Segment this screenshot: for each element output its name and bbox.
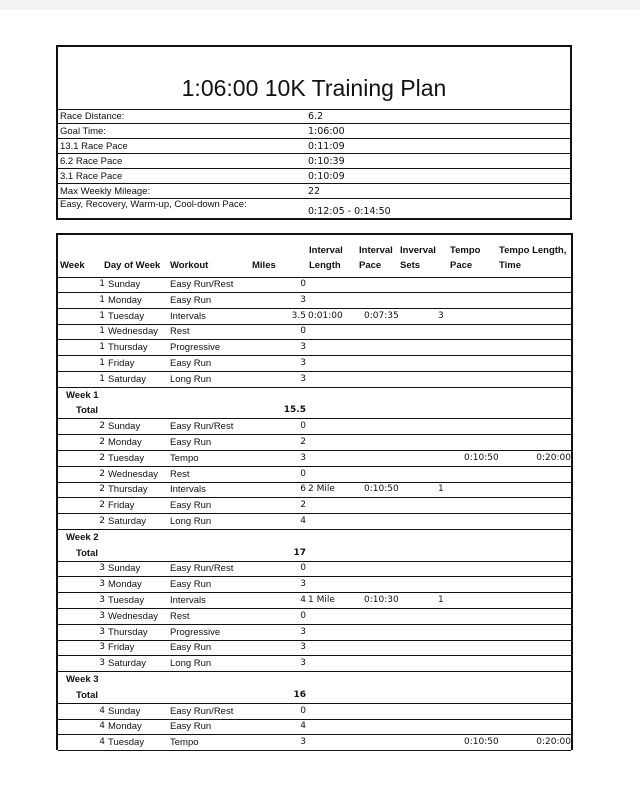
cell-workout: Tempo xyxy=(170,452,199,464)
cell-workout: Long Run xyxy=(170,373,212,385)
cell-workout: Rest xyxy=(170,468,190,480)
table-row xyxy=(58,467,571,483)
cell-week: 1 xyxy=(99,342,105,353)
cell-miles: 6 xyxy=(300,484,306,495)
page-title: 1:06:00 10K Training Plan xyxy=(181,75,447,101)
cell-week: 4 xyxy=(99,721,105,732)
table-row xyxy=(58,735,571,751)
cell-day: Monday xyxy=(108,294,142,306)
table-row xyxy=(58,309,571,325)
table-row xyxy=(58,372,571,388)
week-total-row xyxy=(58,688,571,704)
cell-week: 3 xyxy=(99,642,105,653)
cell-workout: Easy Run xyxy=(170,500,212,512)
cell-day: Tuesday xyxy=(108,737,145,749)
cell-miles: 0 xyxy=(300,279,306,289)
cell-tempo-pace: 0:10:50 xyxy=(464,452,499,463)
cell-day: Monday xyxy=(108,437,142,448)
cell-day: Sunday xyxy=(108,563,141,575)
info-label: 13.1 Race Pace xyxy=(60,141,128,152)
header-interval-length-2: Length xyxy=(309,260,341,271)
cell-workout: Progressive xyxy=(170,342,221,354)
cell-day: Tuesday xyxy=(108,310,145,322)
header-tempo-length-2: Time xyxy=(499,260,522,271)
info-label: Easy, Recovery, Warm-up, Cool-down Pace: xyxy=(60,199,247,210)
plan-header-box xyxy=(56,45,572,220)
info-row xyxy=(58,184,570,199)
cell-day: Friday xyxy=(108,642,135,654)
header-tempo-pace-2: Pace xyxy=(450,260,473,271)
cell-day: Wednesday xyxy=(108,468,158,480)
cell-day: Sunday xyxy=(108,421,141,433)
header-tempo-pace-1: Tempo xyxy=(450,245,481,256)
cell-miles: 0 xyxy=(300,563,306,574)
cell-day: Thursday xyxy=(108,626,148,638)
cell-miles: 3 xyxy=(300,626,306,637)
cell-week: 3 xyxy=(99,595,105,605)
table-row xyxy=(58,356,571,372)
info-label: Race Distance: xyxy=(60,111,125,122)
table-row xyxy=(58,482,571,498)
table-row xyxy=(58,704,571,720)
cell-week: 1 xyxy=(99,373,105,384)
cell-workout: Easy Run xyxy=(170,642,212,654)
header-workout: Workout xyxy=(170,260,209,271)
cell-day: Wednesday xyxy=(108,610,158,622)
cell-day: Thursday xyxy=(108,342,148,354)
cell-miles: 2 xyxy=(300,500,306,511)
total-miles: 15.5 xyxy=(283,405,306,416)
table-row xyxy=(58,514,571,530)
cell-day: Saturday xyxy=(108,658,147,670)
cell-miles: 0 xyxy=(300,326,306,337)
cell-workout: Progressive xyxy=(170,626,221,638)
cell-workout: Long Run xyxy=(170,658,212,670)
table-row xyxy=(58,719,571,735)
cell-interval-pace: 0:07:35 xyxy=(364,310,399,321)
cell-interval-sets: 1 xyxy=(438,484,444,495)
cell-miles: 4 xyxy=(300,721,306,732)
info-value: 22 xyxy=(308,186,321,197)
info-value: 0:11:09 xyxy=(308,141,345,152)
cell-week: 2 xyxy=(99,500,105,511)
header-interval-pace-1: Interval xyxy=(359,245,393,256)
cell-workout: Easy Run/Rest xyxy=(170,563,234,575)
cell-workout: Easy Run xyxy=(170,358,212,369)
cell-week: 1 xyxy=(99,358,105,368)
cell-tempo-length: 0:20:00 xyxy=(536,452,571,463)
cell-week: 1 xyxy=(99,310,105,321)
cell-workout: Tempo xyxy=(170,737,199,749)
cell-workout: Easy Run/Rest xyxy=(170,279,234,290)
week-label-row xyxy=(58,388,571,404)
cell-interval-length: 2 Mile xyxy=(308,484,335,495)
schedule-header xyxy=(58,235,571,278)
table-row xyxy=(58,324,571,340)
cell-miles: 4 xyxy=(300,595,306,605)
table-row xyxy=(58,656,571,672)
cell-day: Wednesday xyxy=(108,326,158,338)
total-miles: 17 xyxy=(293,547,306,558)
header-interval-sets-1: Inverval xyxy=(400,245,436,256)
table-row xyxy=(58,625,571,641)
cell-workout: Easy Run xyxy=(170,721,212,733)
table-row xyxy=(58,435,571,451)
schedule-table xyxy=(56,233,573,750)
cell-interval-length: 0:01:00 xyxy=(308,310,343,321)
cell-miles: 3 xyxy=(300,452,306,463)
info-label: Goal Time: xyxy=(60,126,106,137)
info-row xyxy=(58,139,570,154)
table-row xyxy=(58,609,571,625)
info-label: Max Weekly Mileage: xyxy=(60,186,151,197)
info-row xyxy=(58,154,570,169)
table-row xyxy=(58,561,571,577)
cell-workout: Long Run xyxy=(170,516,212,527)
header-week: Week xyxy=(60,260,85,271)
week-label: Week 2 xyxy=(66,531,99,543)
cell-week: 1 xyxy=(99,294,105,305)
total-label: Total xyxy=(76,405,98,417)
info-value: 0:10:09 xyxy=(308,171,345,182)
cell-tempo-length: 0:20:00 xyxy=(536,737,571,748)
cell-week: 4 xyxy=(99,737,105,748)
header-interval-sets-2: Sets xyxy=(400,260,421,271)
cell-workout: Intervals xyxy=(170,595,206,606)
cell-interval-pace: 0:10:30 xyxy=(364,595,399,605)
cell-workout: Rest xyxy=(170,610,190,622)
table-row xyxy=(58,277,571,293)
cell-week: 2 xyxy=(99,452,105,463)
cell-day: Sunday xyxy=(108,279,141,290)
cell-miles: 2 xyxy=(300,437,306,447)
info-label: 3.1 Race Pace xyxy=(60,171,123,182)
info-value: 0:10:39 xyxy=(308,156,345,167)
title-area xyxy=(58,47,570,110)
week-label-row xyxy=(58,672,571,688)
cell-miles: 3 xyxy=(300,658,306,669)
cell-week: 3 xyxy=(99,610,105,621)
viewer-top-bar xyxy=(0,0,640,10)
table-row xyxy=(58,451,571,467)
info-row xyxy=(58,109,570,124)
table-row xyxy=(58,498,571,514)
week-label: Week 3 xyxy=(66,674,99,685)
cell-week: 3 xyxy=(99,579,105,590)
cell-week: 2 xyxy=(99,437,105,447)
cell-miles: 3 xyxy=(300,373,306,384)
cell-workout: Intervals xyxy=(170,310,206,322)
cell-week: 2 xyxy=(99,421,105,432)
cell-miles: 0 xyxy=(300,705,306,716)
table-row xyxy=(58,593,571,609)
cell-workout: Easy Run xyxy=(170,579,212,591)
week-total-row xyxy=(58,546,571,562)
cell-tempo-pace: 0:10:50 xyxy=(464,737,499,748)
total-label: Total xyxy=(76,547,98,559)
cell-week: 3 xyxy=(99,626,105,637)
cell-week: 2 xyxy=(99,468,105,479)
cell-day: Tuesday xyxy=(108,595,145,606)
cell-day: Monday xyxy=(108,579,142,591)
cell-day: Friday xyxy=(108,500,135,512)
cell-interval-pace: 0:10:50 xyxy=(364,484,399,495)
cell-week: 1 xyxy=(99,326,105,337)
cell-day: Thursday xyxy=(108,484,148,496)
cell-day: Tuesday xyxy=(108,452,145,464)
cell-interval-length: 1 Mile xyxy=(308,595,335,605)
cell-miles: 3 xyxy=(300,294,306,305)
table-row xyxy=(58,640,571,656)
info-row xyxy=(58,199,570,220)
cell-workout: Easy Run/Rest xyxy=(170,421,234,433)
table-row xyxy=(58,577,571,593)
cell-miles: 3.5 xyxy=(291,310,306,321)
week-total-row xyxy=(58,403,571,419)
cell-miles: 3 xyxy=(300,737,306,748)
table-row xyxy=(58,419,571,435)
cell-miles: 0 xyxy=(300,468,306,479)
cell-miles: 3 xyxy=(300,642,306,653)
cell-day: Friday xyxy=(108,358,135,369)
header-miles: Miles xyxy=(252,260,276,271)
table-row xyxy=(58,293,571,309)
cell-interval-sets: 1 xyxy=(438,595,444,605)
cell-miles: 3 xyxy=(300,358,306,368)
cell-miles: 0 xyxy=(300,610,306,621)
cell-miles: 3 xyxy=(300,342,306,353)
cell-workout: Easy Run xyxy=(170,437,212,448)
info-value: 1:06:00 xyxy=(308,126,345,137)
header-interval-length-1: Interval xyxy=(309,245,343,256)
cell-interval-sets: 3 xyxy=(438,310,444,321)
cell-miles: 0 xyxy=(300,421,306,432)
week-label-row xyxy=(58,530,571,546)
total-label: Total xyxy=(76,689,98,701)
cell-miles: 4 xyxy=(300,516,306,526)
total-miles: 16 xyxy=(293,689,306,700)
info-row xyxy=(58,124,570,139)
header-day: Day of Week xyxy=(104,260,161,271)
cell-miles: 3 xyxy=(300,579,306,590)
cell-week: 4 xyxy=(99,705,105,716)
table-row xyxy=(58,340,571,356)
cell-day: Sunday xyxy=(108,705,141,717)
cell-workout: Rest xyxy=(170,326,190,338)
info-value: 0:12:05 - 0:14:50 xyxy=(308,206,391,217)
header-interval-pace-2: Pace xyxy=(359,260,382,271)
cell-week: 2 xyxy=(99,516,105,526)
info-value: 6.2 xyxy=(308,111,324,122)
info-label: 6.2 Race Pace xyxy=(60,156,123,167)
cell-workout: Intervals xyxy=(170,484,206,496)
cell-day: Saturday xyxy=(108,516,147,527)
cell-workout: Easy Run xyxy=(170,294,212,306)
header-tempo-length-1: Tempo Length, xyxy=(499,245,567,256)
cell-week: 2 xyxy=(99,484,105,495)
cell-week: 3 xyxy=(99,658,105,669)
cell-day: Monday xyxy=(108,721,142,733)
info-row xyxy=(58,169,570,184)
cell-workout: Easy Run/Rest xyxy=(170,705,234,717)
week-label: Week 1 xyxy=(66,389,99,401)
cell-week: 3 xyxy=(99,563,105,574)
cell-week: 1 xyxy=(99,279,105,289)
cell-day: Saturday xyxy=(108,373,147,385)
